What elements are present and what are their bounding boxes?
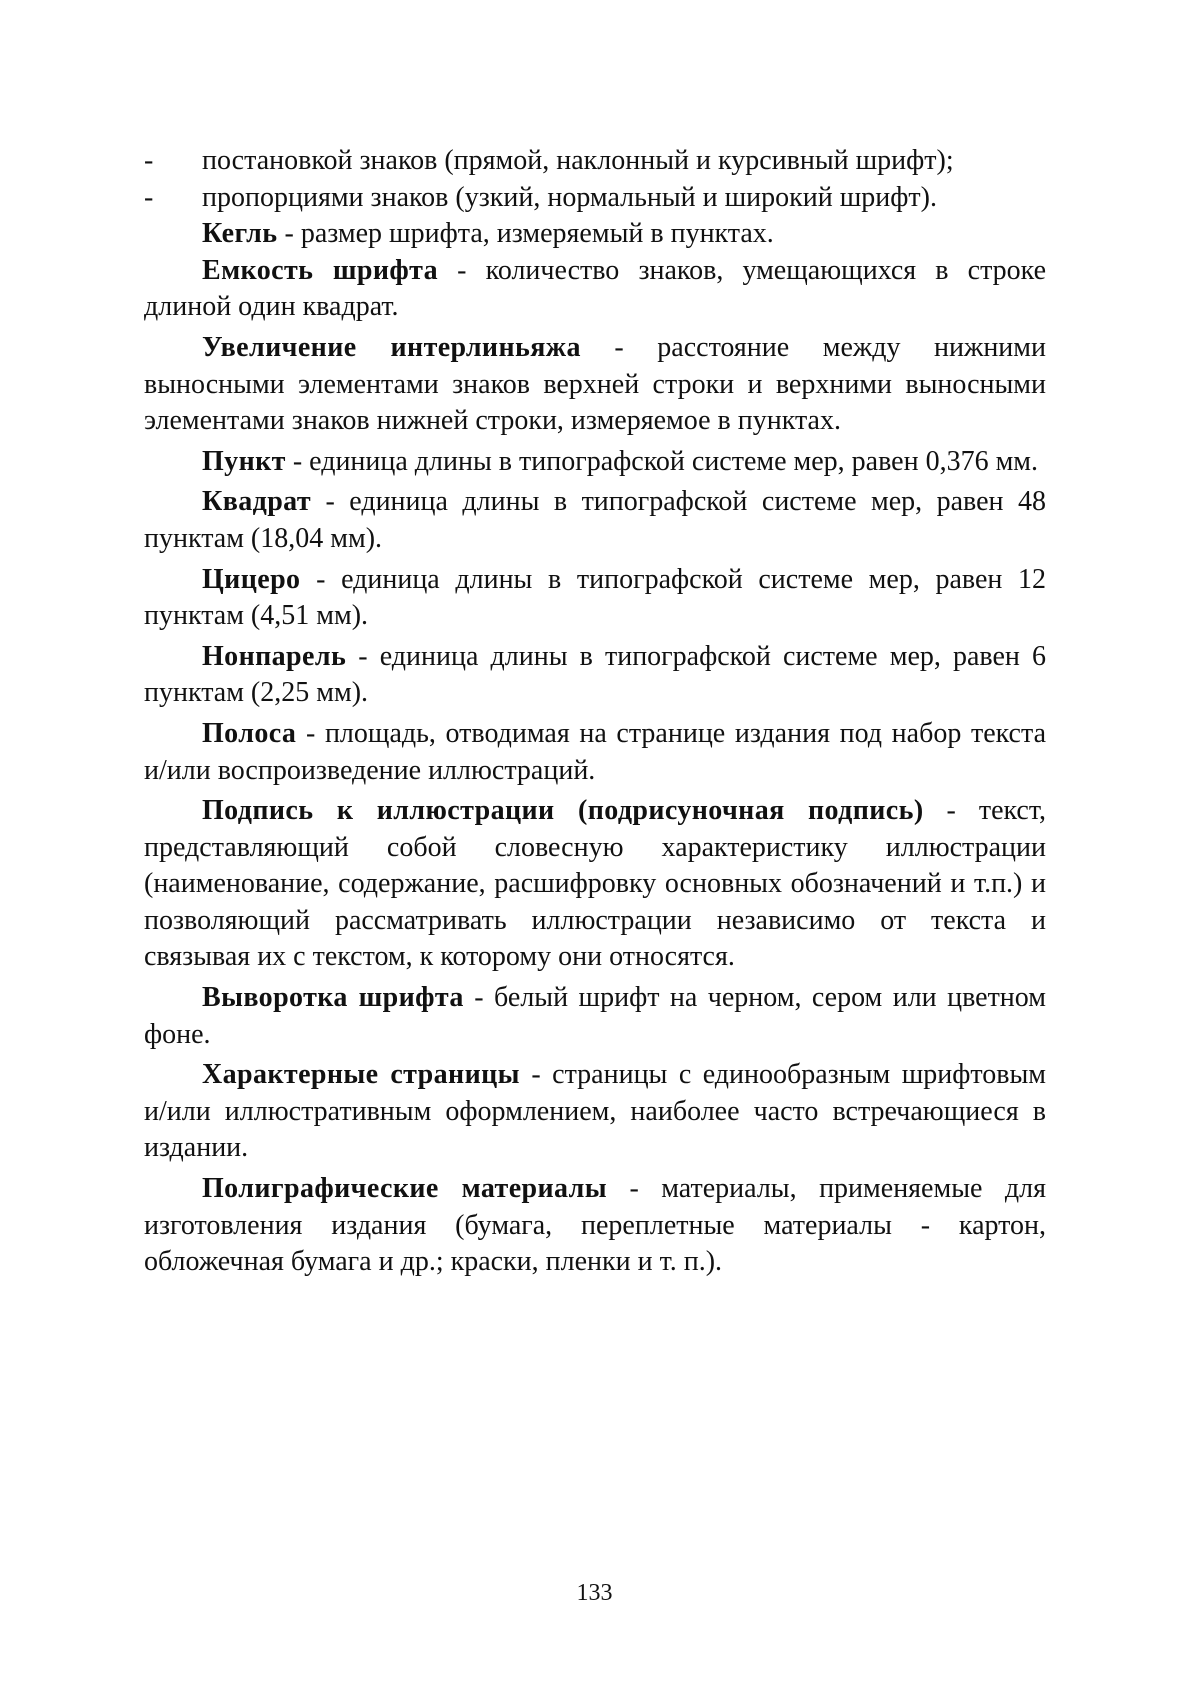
definition-text: белый шрифт на черном, сером или цветном фоне. bbox=[144, 982, 1046, 1050]
definition-separator: - bbox=[519, 1059, 553, 1091]
definition-term: Увеличение интерлиньяжа bbox=[202, 331, 581, 363]
definition-term: Подпись к иллюстрации (подрисуночная подпись) bbox=[202, 795, 924, 827]
definition-paragraph bbox=[144, 484, 1046, 557]
definition-separator: - bbox=[607, 1173, 662, 1205]
bullet-item bbox=[144, 143, 1046, 180]
definition-term: Квадрат bbox=[202, 486, 311, 518]
definition-paragraph bbox=[144, 980, 1046, 1053]
bullet-text: постановкой знаков (прямой, наклонный и курсивный шрифт); bbox=[202, 145, 954, 176]
definition-term: Емкость шрифта bbox=[202, 254, 439, 286]
definition-separator: - bbox=[923, 795, 979, 827]
definition-paragraph bbox=[144, 639, 1046, 712]
definition-separator: - bbox=[346, 640, 380, 672]
page-body bbox=[144, 143, 1046, 1281]
definition-term: Пункт bbox=[202, 445, 286, 477]
definition-text: единица длины в типографской системе мер, равен 12 пунктам (4,51 мм). bbox=[144, 563, 1046, 632]
definition-separator: - bbox=[463, 982, 495, 1014]
definition-separator: - bbox=[296, 717, 325, 749]
definition-separator: - bbox=[300, 563, 342, 595]
definition-paragraph bbox=[144, 216, 1046, 253]
definition-term: Нонпарель bbox=[202, 640, 347, 672]
definition-term: Выворотка шрифта bbox=[202, 982, 464, 1014]
definition-text: единица длины в типографской системе мер, равен 0,376 мм. bbox=[309, 445, 1039, 477]
definition-paragraph bbox=[144, 1171, 1046, 1281]
definition-paragraph bbox=[144, 1057, 1046, 1167]
definition-term: Характерные страницы bbox=[202, 1059, 520, 1091]
definition-text: размер шрифта, измеряемый в пунктах. bbox=[300, 218, 774, 250]
definition-paragraph bbox=[144, 253, 1046, 326]
definition-separator: - bbox=[438, 254, 486, 286]
definition-text: страницы с единообразным шрифтовым и/или иллюстративным оформлением, наиболее часто встречающиеся в издании. bbox=[144, 1059, 1046, 1164]
bullet-dash: - bbox=[144, 145, 154, 176]
definition-separator: - bbox=[311, 486, 350, 518]
definition-separator: - bbox=[285, 445, 310, 477]
bullet-text: пропорциями знаков (узкий, нормальный и широкий шрифт). bbox=[202, 181, 937, 213]
definition-text: материалы, применяемые для изготовления издания (бумага, переплетные материалы - картон, обложечная бумага и др.; краски, пленки и т. п.). bbox=[144, 1173, 1046, 1278]
definition-separator: - bbox=[277, 218, 301, 250]
definition-text: площадь, отводимая на странице издания под набор текста и/или воспроизведение иллюстраций. bbox=[144, 717, 1046, 786]
bullet-item bbox=[144, 180, 1046, 217]
definition-term: Кегль bbox=[202, 218, 278, 250]
definition-paragraph bbox=[144, 793, 1046, 976]
definition-text: единица длины в типографской системе мер, равен 48 пунктам (18,04 мм). bbox=[144, 486, 1046, 554]
definition-term: Полиграфические материалы bbox=[202, 1173, 608, 1205]
definition-text: текст, представляющий собой словесную характеристику иллюстрации (наименование, содержание, расшифровку основных обозначений и т.п.) и позволяющий рассматривать иллюстрации независимо от текста и связывая их с текстом, к которому они относятся. bbox=[144, 795, 1046, 973]
definition-paragraph bbox=[144, 444, 1046, 481]
definition-text: расстояние между нижними выносными элементами знаков верхней строки и верхними выносными элементами знаков нижней строки, измеряемое в пунктах. bbox=[144, 331, 1046, 437]
definition-paragraph bbox=[144, 330, 1046, 440]
definition-text: единица длины в типографской системе мер, равен 6 пунктам (2,25 мм). bbox=[144, 640, 1046, 709]
bullet-dash: - bbox=[144, 181, 154, 213]
definition-text: количество знаков, умещающихся в строке длиной один квадрат. bbox=[144, 254, 1046, 323]
definition-paragraph bbox=[144, 562, 1046, 635]
page-number: 133 bbox=[576, 1580, 613, 1606]
definition-term: Полоса bbox=[202, 717, 297, 749]
definition-paragraph bbox=[144, 716, 1046, 789]
definition-term: Цицеро bbox=[202, 563, 301, 595]
definition-separator: - bbox=[580, 331, 658, 363]
